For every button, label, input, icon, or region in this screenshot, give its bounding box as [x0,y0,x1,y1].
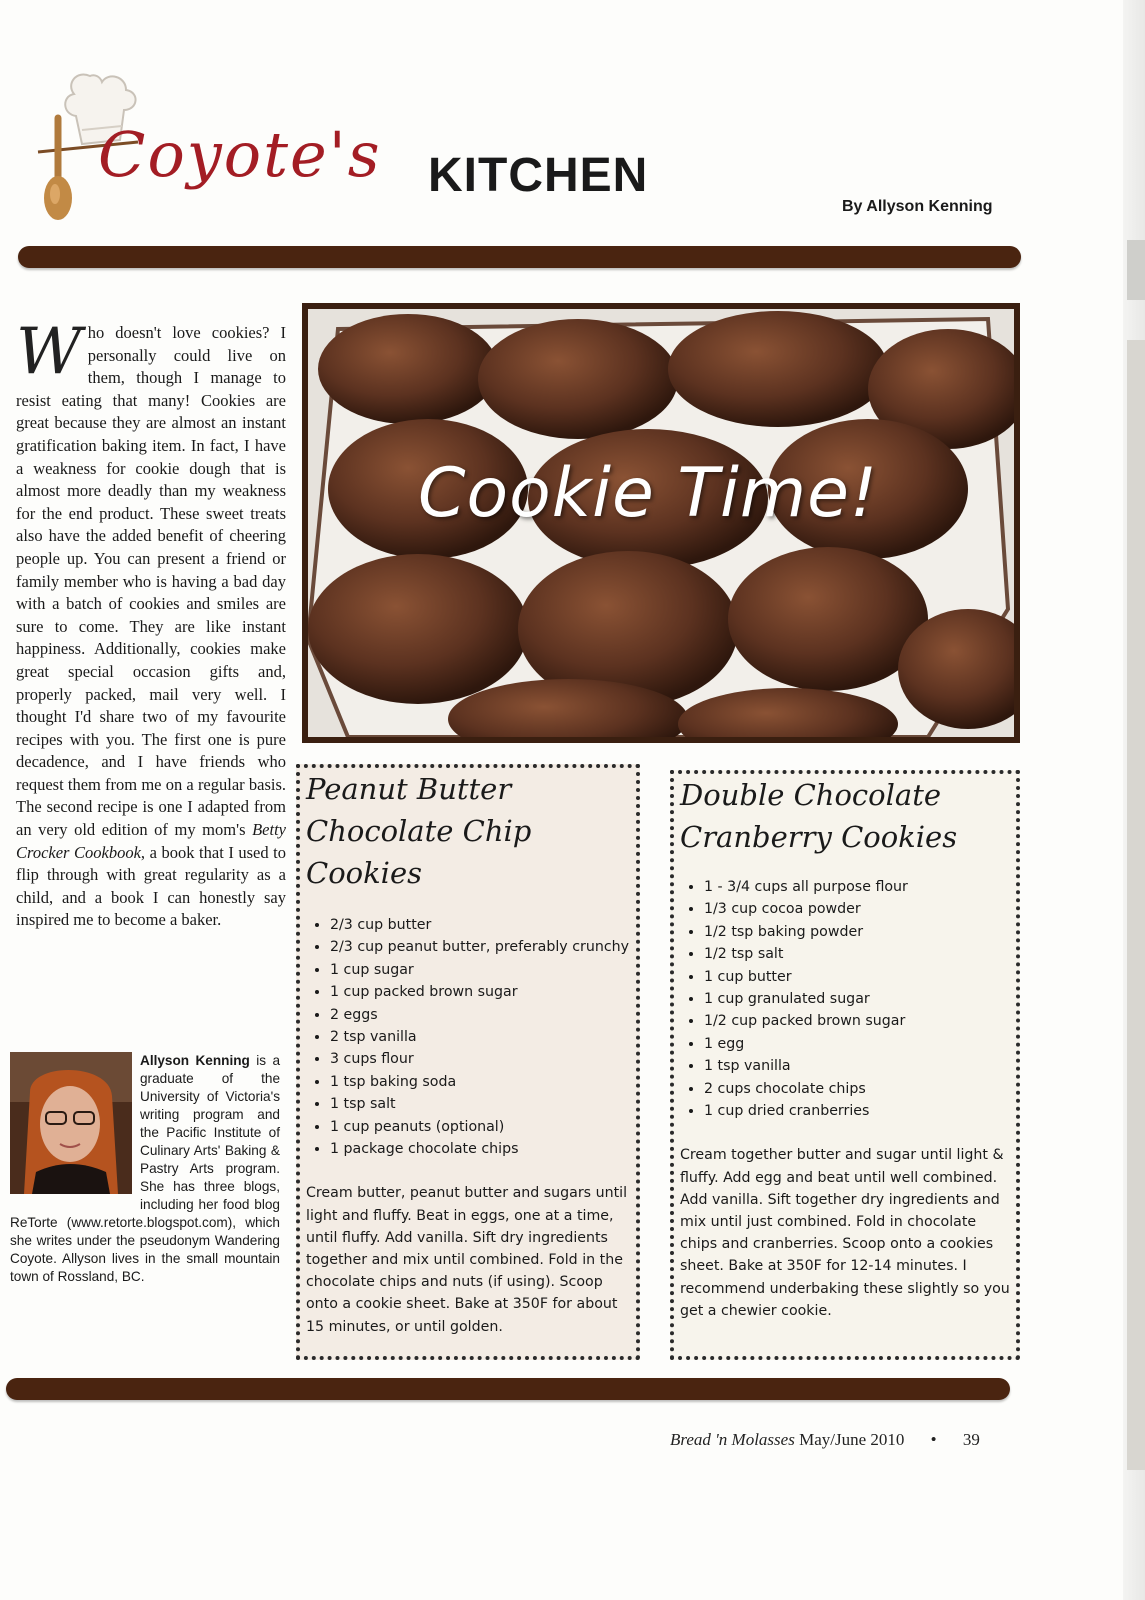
ingredient-item: • 1/2 tsp baking powder [704,921,1010,943]
ingredient-item: • 1/2 tsp salt [704,943,1010,965]
ingredient-item: • 1/2 cup packed brown sugar [704,1010,1010,1032]
ingredient-item: • 1 cup butter [704,966,1010,988]
ingredient-item: • 2/3 cup butter [330,914,630,936]
recipe2-ingredients [680,876,1010,1122]
recipe-box-double-chocolate [670,770,1020,1360]
intro-text [16,315,287,932]
recipe1-title-line1: Peanut Butter [306,772,512,806]
intro-book-title: Betty Crocker Cookbook [16,820,286,862]
ingredient-item: • 1 cup dried cranberries [704,1100,1010,1122]
footer-separator: • [930,1430,937,1449]
dropcap: W [16,315,82,389]
bottom-divider-bar [6,1378,1010,1400]
top-divider-bar [18,246,1021,268]
title-script: Coyote's [98,118,382,191]
intro-body-end: , a book that I used to flip through with great regularity as a child, and a book I can honestly say inspired me to become a baker. [16,842,287,930]
ingredient-item: • 1 package chocolate chips [330,1138,630,1160]
recipe-box-peanut-butter [296,764,640,1360]
ingredient-item: • 1/3 cup cocoa powder [704,898,1010,920]
ingredient-item: • 1 tsp baking soda [330,1071,630,1093]
recipe1-ingredients [306,914,630,1160]
ingredient-item: • 3 cups flour [330,1048,630,1070]
ingredient-item: • 1 cup granulated sugar [704,988,1010,1010]
ingredient-item: • 1 - 3/4 cups all purpose flour [704,876,1010,898]
page-edge [1123,0,1145,1600]
recipe2-title [680,774,1010,858]
author-photo [10,1052,132,1194]
ingredient-item: • 1 tsp vanilla [704,1055,1010,1077]
page-footer [670,1430,980,1450]
ingredient-item: • 1 cup packed brown sugar [330,981,630,1003]
issue-date: May/June 2010 [799,1430,905,1449]
recipe1-title-line2: Chocolate Chip Cookies [306,814,532,890]
ingredient-item: • 2/3 cup peanut butter, preferably crunchy [330,936,630,958]
author-name: Allyson Kenning [140,1053,250,1068]
cookie-photo [302,303,1020,743]
author-bio [10,1052,280,1286]
ingredient-item: • 1 cup sugar [330,959,630,981]
ingredient-item: • 1 egg [704,1033,1010,1055]
page-number: 39 [962,1430,980,1449]
magazine-name: Bread 'n Molasses [670,1430,795,1449]
photo-caption: Cookie Time! [418,454,879,533]
author-bio-text: is a graduate of the University of Victoria's writing program and the Pacific Institute of Culinary Arts' Baking & Pastry Arts program. She has three blogs, including her food blog ReTorte (www.retorte.blogspot.com), which she writes under the pseudonym Wandering Coyote. Allyson lives in the small mountain town of Rossland, BC. [10,1053,280,1284]
ingredient-item: • 1 tsp salt [330,1093,630,1115]
byline: By Allyson Kenning [842,198,993,215]
recipe1-method: Cream butter, peanut butter and sugars until light and fluffy. Beat in eggs, one at a time, until fluffy. Add vanilla. Sift dry ingredients together and mix until combined. Fold in the chocolate chips and nuts (if using). Scoop onto a cookie sheet. Bake at 350F for about 15 minutes, or until golden. [306,1185,628,1335]
ingredient-item: • 2 tsp vanilla [330,1026,630,1048]
recipe2-title-line1: Double Chocolate [680,778,942,812]
recipe2-method: Cream together butter and sugar until light & fluffy. Add egg and beat until well combined. Add vanilla. Sift together dry ingredients and mix until just combined. Fold in chocolate chips and cranberries. Scoop onto a cookies sheet. Bake at 350F for 12-14 minutes. I recommend underbaking these slightly so you get a chewier cookie. [680,1147,1010,1319]
title-kitchen: KITCHEN [428,149,649,202]
intro-body: ho doesn't love cookies? I personally could live on them, though I manage to resist eating that many! Cookies are great because they are almost an instant gratification baking item. In fact, I have a weakness for cookie dough that is almost more deadly than my weakness for the end product. These sweet treats also have the added benefit of cheering people up. You can present a friend or family member who is having a bad day with a batch of cookies and smiles are sure to come. They are like instant happiness. Additionally, cookies make great special occasion gifts and, properly packed, mail very well. I thought I'd share two of my favourite recipes with you. The first one is pure decadence, and I have friends who request them from me on a regular basis. The second recipe is one I adapted from an very old edition of my mom's [16,323,286,840]
recipe1-title [306,768,630,894]
ingredient-item: • 2 eggs [330,1004,630,1026]
recipe2-title-line2: Cranberry Cookies [680,820,958,854]
ingredient-item: • 2 cups chocolate chips [704,1078,1010,1100]
ingredient-item: • 1 cup peanuts (optional) [330,1116,630,1138]
